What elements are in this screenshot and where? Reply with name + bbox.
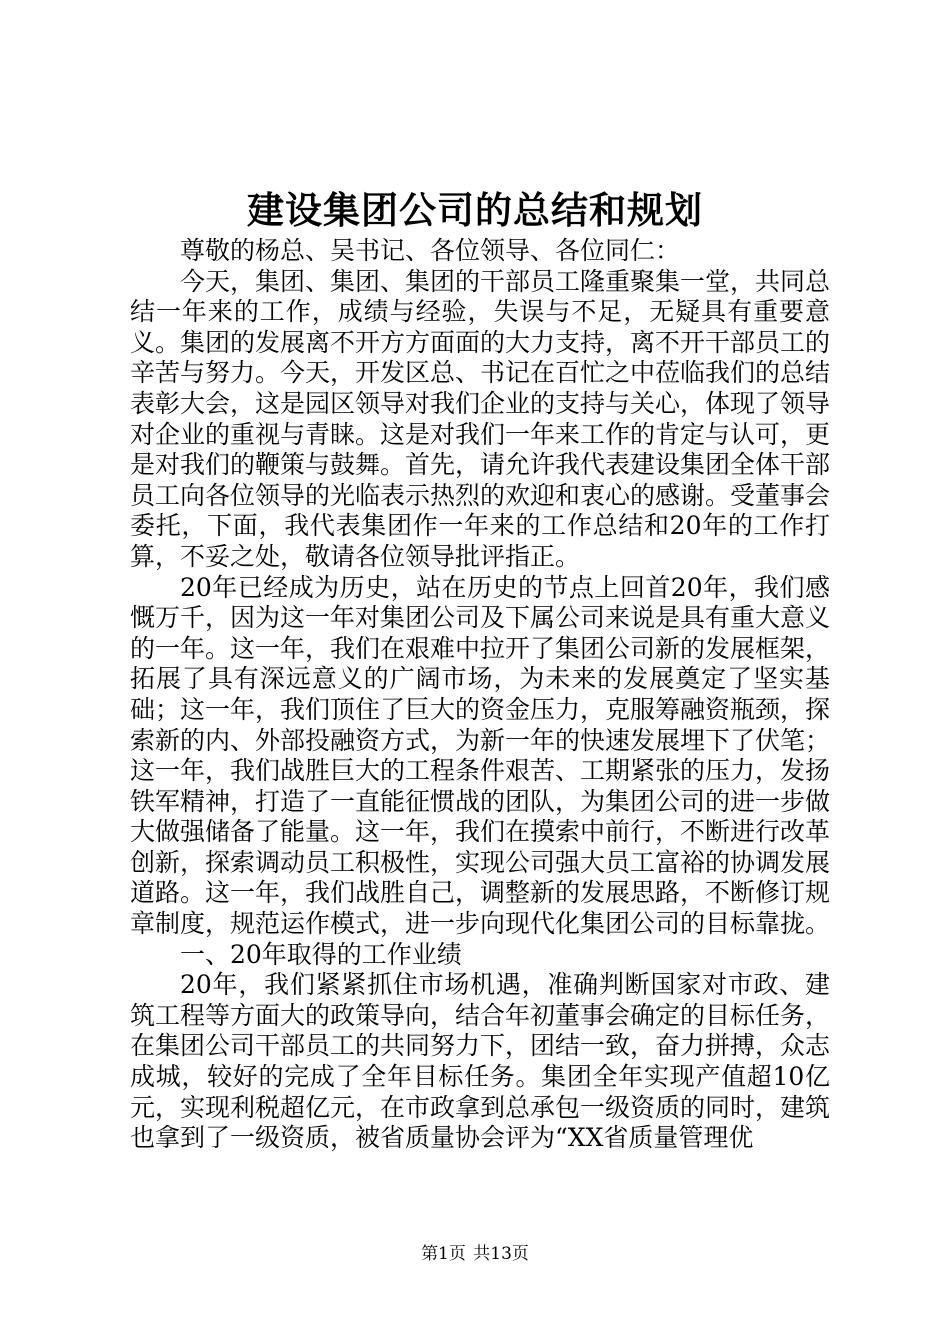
section-heading: 一、20年取得的工作业绩 bbox=[180, 939, 462, 969]
achievements-paragraph: 20年，我们紧紧抓住市场机遇，准确判断国家对市政、建筑工程等方面大的政策导向，结合年初董事会确定的目标任务，在集团公司干部员工的共同努力下，团结一致，奋力拼搏，众志成城，较好的完成了全年目标任务。集团全年实现产值超10亿元，实现利税超亿元，在市政拿到总承包一级资质的同时，建筑也拿到了一级资质，被省质量协会评为“XX省质量管理优 bbox=[130, 970, 831, 1153]
document-title: 建设集团公司的总结和规划 bbox=[247, 188, 703, 232]
page-number-footer: 第1页 共13页 bbox=[421, 1244, 529, 1264]
review-paragraph: 20年已经成为历史，站在历史的节点上回首20年，我们感慨万千，因为这一年对集团公司及下属公司来说是具有重大意义的一年。这一年，我们在艰难中拉开了集团公司新的发展框架，拓展了具有深远意义的广阔市场，为未来的发展奠定了坚实基础；这一年，我们顶住了巨大的资金压力，克服筹融资瓶颈，探索新的内、外部投融资方式，为新一年的快速发展埋下了伏笔；这一年，我们战胜巨大的工程条件艰苦、工期紧张的压力，发扬铁军精神，打造了一直能征惯战的团队，为集团公司的进一步做大做强储备了能量。这一年，我们在摸索中前行，不断进行改革创新，探索调动员工积极性，实现公司强大员工富裕的协调发展道路。这一年，我们战胜自己，调整新的发展思路，不断修订规章制度，规范运作模式，进一步向现代化集团公司的目标靠拢。 bbox=[130, 572, 831, 939]
salutation-paragraph: 尊敬的杨总、吴书记、各位领导、各位同仁： bbox=[180, 236, 681, 265]
document-body bbox=[130, 236, 830, 1154]
opening-paragraph: 今天，集团、集团、集团的干部员工隆重聚集一堂，共同总结一年来的工作，成绩与经验，失误与不足，无疑具有重要意义。集团的发展离不开方方面面的大力支持，离不开干部员工的辛苦与努力。今天，开发区总、书记在百忙之中莅临我们的总结表彰大会，这是园区领导对我们企业的支持与关心，体现了领导对企业的重视与青睐。这是对我们一年来工作的肯定与认可，更是对我们的鞭策与鼓舞。首先，请允许我代表建设集团全体干部员工向各位领导的光临表示热烈的欢迎和衷心的感谢。受董事会委托，下面，我代表集团作一年来的工作总结和20年的工作打算，不妥之处，敬请各位领导批评指正。 bbox=[130, 266, 831, 571]
